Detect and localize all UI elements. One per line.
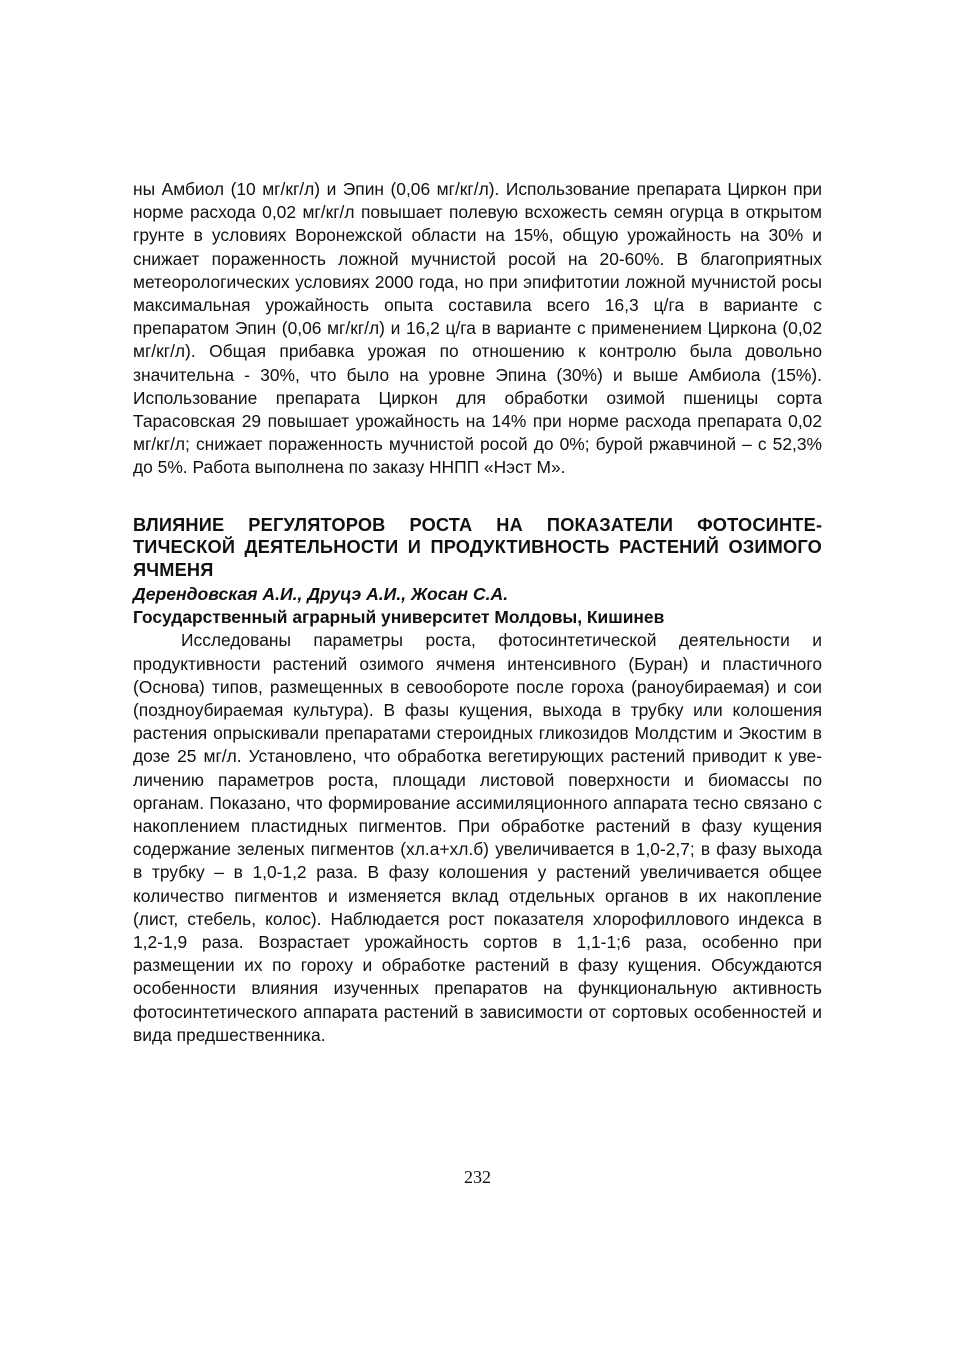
text-column: [133, 178, 822, 1047]
article-body: Исследованы параметры роста, фотосинтетической деятельности и продуктивности растений озимого ячменя интенсивного (Буран) и пластичного (Основа) типов, размещенных в севообороте после гороха (раноубираемая) и сои (позднoубираемая культура). В фазы кущения, выхода в трубку или колошения растения опрыскивали препаратами стероидных гликозидов Молдстим и Экостим в дозе 25 мг/л. Установлено, что обработка вегетирующих растений приводит к увеличению параметров роста, площади листовой поверхности и биомассы по органам. Показано, что формирование ассимиляционного аппарата тесно связано с накоплением пластидных пигментов. При обработке растений в фазу кущения содержание зеленых пигментов (хл.а+хл.б) увеличивается в 1,0-2,7; в фазу выхода в трубку – в 1,0-1,2 раза. В фазу колошения у растений увеличивается общее количество пигментов и изменяется вклад отдельных органов в их накопление (лист, стебель, колос). Наблюдается рост показателя хлорофиллового индекса в 1,2-1,9 раза. Возрастает урожайность сортов в 1,1-1;6 раза, особенно при размещении их по гороху и обработке растений в фазу кущения. Обсуждаются особенности влияния изученных препаратов на функциональную активность фотосинтетического аппарата растений в зависимости от сортовых особенностей и вида предшественника.: [133, 630, 822, 1045]
article-title: ВЛИЯНИЕ РЕГУЛЯТОРОВ РОСТА НА ПОКАЗАТЕЛИ ФОТОСИНТЕТИЧЕСКОЙ ДЕЯТЕЛЬНОСТИ И ПРОДУКТИВНОСТЬ РАСТЕНИЙ ОЗИМОГО ЯЧМЕНЯ: [133, 514, 822, 580]
intro-paragraph: ны Амбиол (10 мг/кг/л) и Эпин (0,06 мг/кг/л). Использование препарата Циркон при норме расхода 0,02 мг/кг/л повышает полевую всхожесть семян огурца в открытом грунте в условиях Воронежской области на 15%, общую урожайность на 30% и снижает пораженность ложной мучнистой росой на 20-60%. В благоприятных метеорологических условиях 2000 года, но при эпифитотии ложной мучнистой росы максимальная урожайность опыта составила всего 16,3 ц/га в варианте с препаратом Эпин (0,06 мг/кг/л) и 16,2 ц/га в варианте с применением Циркона (0,02 мг/кг/л). Общая прибавка урожая по отношению к контролю была довольно значительна - 30%, что было на уровне Эпина (30%) и выше Амбиола (15%). Использование препарата Циркон для обработки озимой пшеницы сорта Тарасовская 29 повышает урожайность на 14% при норме расхода препарата 0,02 мг/кг/л; снижает пораженность мучнистой росой до 0%; бурой ржавчиной – с 52,3% до 5%. Работа выполнена по заказу ННПП «Нэст М».: [133, 179, 822, 478]
article-affiliation: Государственный аграрный университет Молдовы, Кишинев: [133, 607, 665, 628]
page-number: 232: [464, 1167, 491, 1187]
article-authors: Дерендовская А.И., Друцэ А.И., Жосан С.А.: [133, 584, 509, 605]
